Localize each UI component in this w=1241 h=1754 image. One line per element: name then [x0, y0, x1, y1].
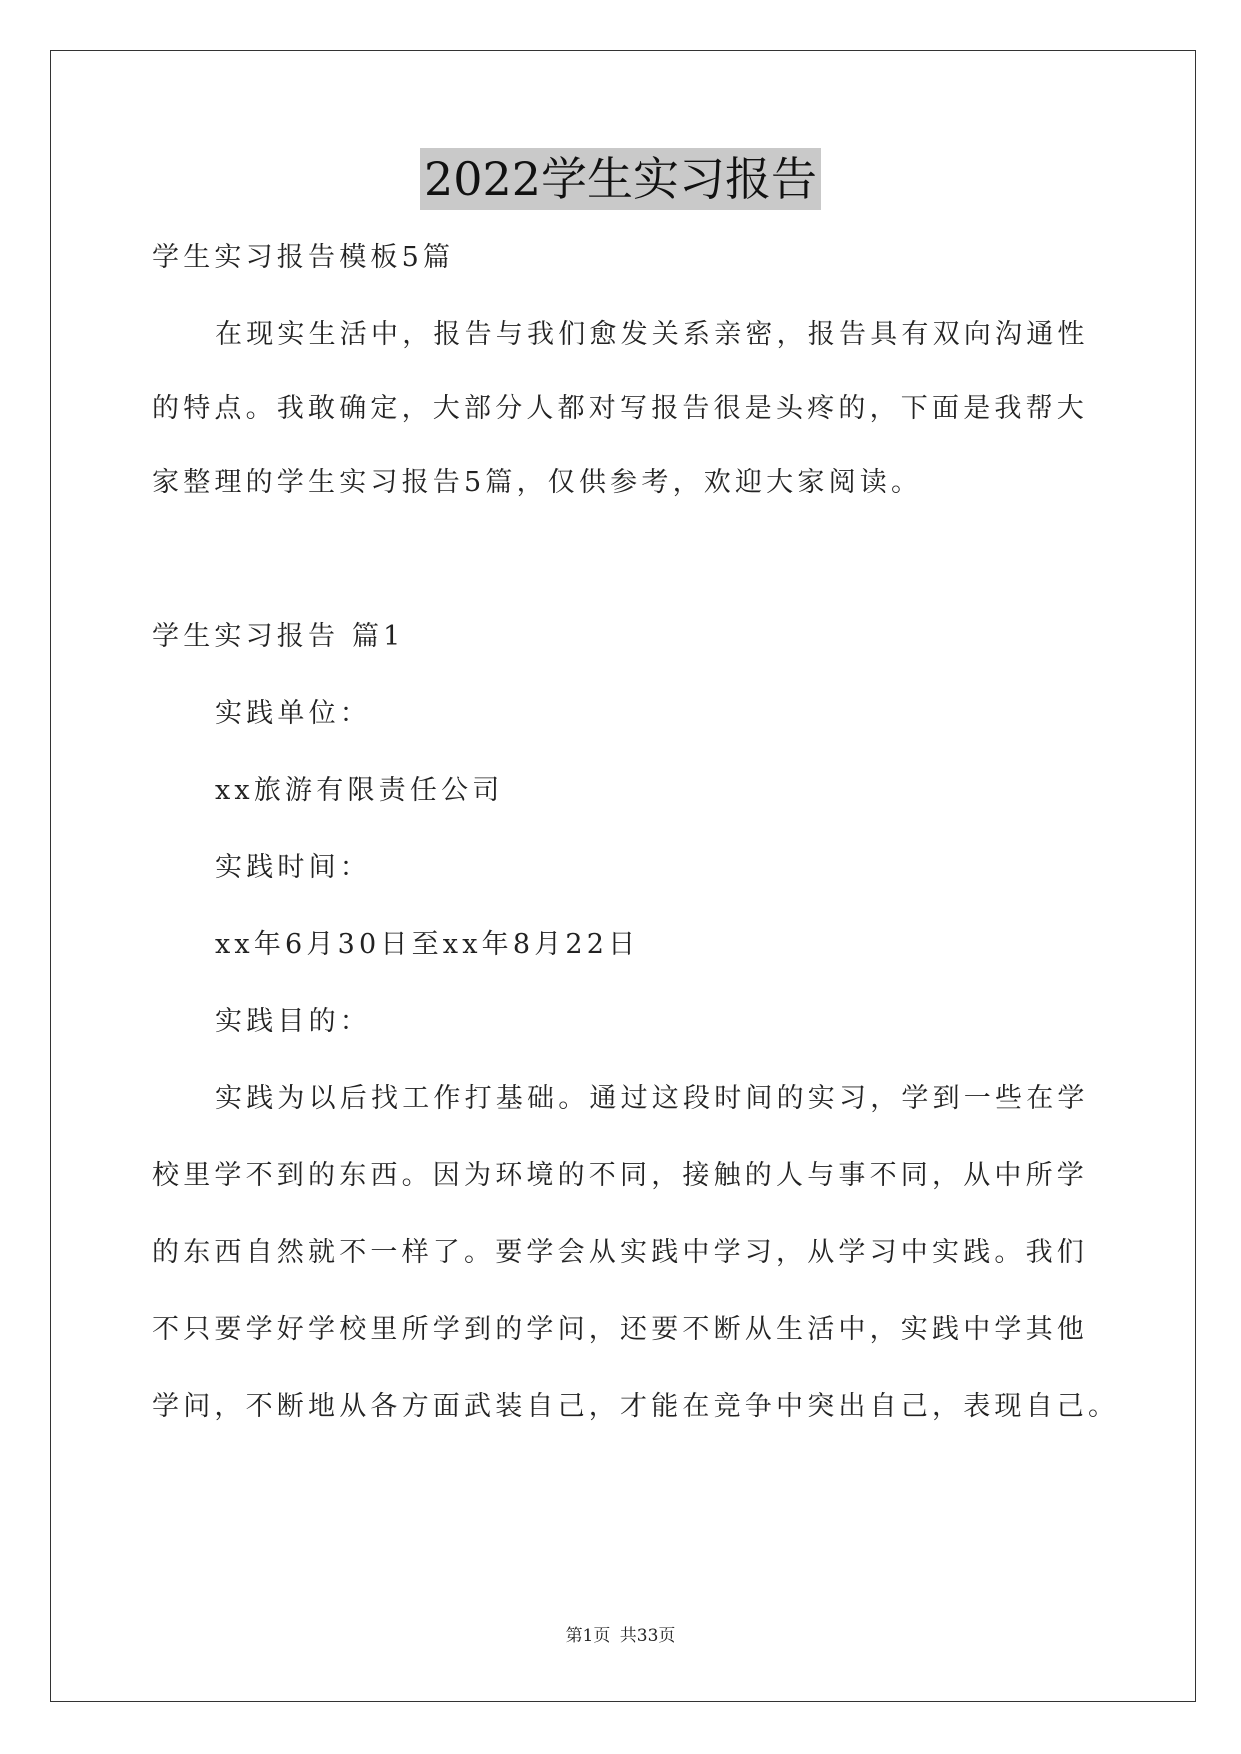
page-total: 共33页 — [619, 1626, 676, 1646]
purpose-line: 校里学不到的东西。因为环境的不同，接触的人与事不同，从中所学 — [152, 1160, 1088, 1191]
time-label: 实践时间： — [215, 852, 371, 883]
page-number: 第1页 — [565, 1626, 611, 1646]
purpose-line: 实践为以后找工作打基础。通过这段时间的实习，学到一些在学 — [215, 1083, 1089, 1114]
unit-value: xx旅游有限责任公司 — [215, 775, 504, 806]
intro-line: 的特点。我敢确定，大部分人都对写报告很是头疼的，下面是我帮大 — [152, 393, 1088, 424]
purpose-line: 学问，不断地从各方面武装自己，才能在竞争中突出自己，表现自己。 — [152, 1391, 1120, 1422]
document-subtitle: 学生实习报告模板5篇 — [152, 242, 455, 273]
page-footer — [0, 1624, 1241, 1648]
time-value: xx年6月30日至xx年8月22日 — [215, 929, 640, 960]
document-title: 2022学生实习报告 — [420, 148, 821, 210]
purpose-line: 不只要学好学校里所学到的学问，还要不断从生活中，实践中学其他 — [152, 1314, 1088, 1345]
purpose-line: 的东西自然就不一样了。要学会从实践中学习，从学习中实践。我们 — [152, 1237, 1088, 1268]
section-heading: 学生实习报告 篇1 — [152, 621, 405, 652]
title-container — [0, 148, 1241, 210]
intro-line: 在现实生活中，报告与我们愈发关系亲密，报告具有双向沟通性 — [215, 319, 1089, 350]
intro-line: 家整理的学生实习报告5篇，仅供参考，欢迎大家阅读。 — [152, 467, 923, 498]
unit-label: 实践单位： — [215, 698, 371, 729]
purpose-label: 实践目的： — [215, 1006, 371, 1037]
